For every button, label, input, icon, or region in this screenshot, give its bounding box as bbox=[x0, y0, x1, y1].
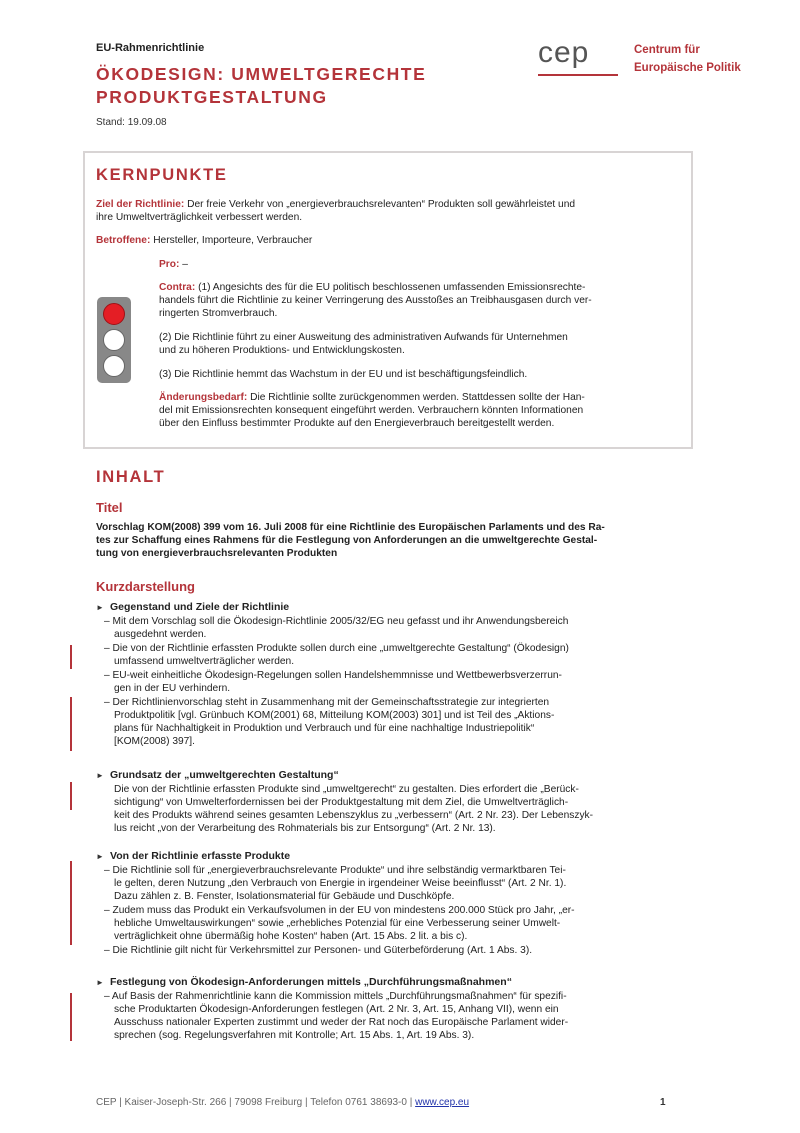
traffic-light-icon bbox=[97, 297, 131, 383]
margin-change-mark bbox=[70, 782, 72, 810]
section-3-line: – Die Richtlinie gilt nicht für Verkehrsmittel zur Personen- und Güterbeförderung (Art. 1 Abs. 3). bbox=[104, 945, 533, 956]
document-title-line-1: ÖKODESIGN: UMWELTGERECHTE bbox=[96, 64, 427, 84]
section-1-line: [KOM(2008) 397]. bbox=[114, 736, 195, 747]
aenderung-line-1: Änderungsbedarf: Die Richtlinie sollte zurückgenommen werden. Stattdessen sollte der Han- bbox=[159, 392, 585, 403]
aenderung-line-3: über den Einfluss bestimmter Produkte auf den Energieverbrauch bereitgestellt werden. bbox=[159, 418, 555, 429]
section-1-line: Produktpolitik [vgl. Grünbuch KOM(2001) 68, Mitteilung KOM(2003) 301] und ist Teil des „Aktions- bbox=[114, 710, 555, 721]
inhalt-heading: INHALT bbox=[96, 468, 166, 486]
contra-3-line: (3) Die Richtlinie hemmt das Wachstum in der EU und ist beschäftigungsfeindlich. bbox=[159, 369, 528, 380]
section-3-line: – Zudem muss das Produkt ein Verkaufsvolumen in der EU von mindestens 200.000 Stück pro Jahr, „er- bbox=[104, 905, 575, 916]
section-1-heading: ► Gegenstand und Ziele der Richtlinie bbox=[96, 601, 290, 613]
margin-change-mark bbox=[70, 645, 72, 669]
titel-line-1: Vorschlag KOM(2008) 399 vom 16. Juli 2008 für eine Richtlinie des Europäischen Parlaments und des Ra- bbox=[96, 522, 605, 533]
document-type: EU-Rahmenrichtlinie bbox=[96, 42, 205, 54]
contra-2-line-1: (2) Die Richtlinie führt zu einer Ausweitung des administrativen Aufwands für Unternehmen bbox=[159, 332, 568, 343]
ziel-line-2: ihre Umweltverträglichkeit verbessert werden. bbox=[96, 212, 303, 223]
section-1-line: umfassend umweltverträglicher werden. bbox=[114, 656, 295, 667]
logo-wordmark: cep bbox=[538, 36, 590, 69]
section-1-line: – Mit dem Vorschlag soll die Ökodesign-Richtlinie 2005/32/EG neu gefasst und ihr Anwendungsbereich bbox=[104, 616, 569, 627]
traffic-light-green-lamp bbox=[103, 355, 125, 377]
ziel-label: Ziel der Richtlinie: bbox=[96, 199, 185, 210]
section-2-line: lus reicht „von der Verarbeitung des Rohmaterials bis zur Entsorgung“ (Art. 2 Nr. 13). bbox=[114, 823, 496, 834]
titel-line-3: tung von energieverbrauchsrelevanten Produkten bbox=[96, 548, 338, 559]
section-1-line: gen in der EU verhindern. bbox=[114, 683, 231, 694]
section-2-line: sichtigung“ von Umwelterfordernissen bei der Produktgestaltung mit dem Ziel, die Umweltverträglich- bbox=[114, 797, 569, 808]
titel-line-2: tes zur Schaffung eines Rahmens für die Festlegung von Anforderungen an die umweltgerechte Gestal- bbox=[96, 535, 598, 546]
titel-heading: Titel bbox=[96, 500, 123, 515]
section-2-heading: ► Grundsatz der „umweltgerechten Gestaltung“ bbox=[96, 769, 339, 781]
section-4-line: Ausschuss nationaler Experten zustimmt und weder der Rat noch das Europäische Parlament wider- bbox=[114, 1017, 569, 1028]
cep-logo bbox=[538, 36, 778, 86]
org-name-line-2: Europäische Politik bbox=[634, 62, 741, 74]
document-date: Stand: 19.09.08 bbox=[96, 117, 167, 128]
triangle-bullet-icon: ► bbox=[96, 978, 104, 987]
footer-website-link[interactable]: www.cep.eu bbox=[415, 1097, 470, 1108]
section-3-line: Dazu zählen z. B. Fenster, Isolationsmaterial für Gebäude und Duschköpfe. bbox=[114, 891, 455, 902]
section-1-line: ausgedehnt werden. bbox=[114, 629, 207, 640]
triangle-bullet-icon: ► bbox=[96, 771, 104, 780]
section-1-line: – EU-weit einheitliche Ökodesign-Regelungen sollen Handelshemmnisse und Wettbewerbsverzerrun- bbox=[104, 670, 562, 681]
page-number: 1 bbox=[660, 1097, 666, 1108]
org-name-line-1: Centrum für bbox=[634, 44, 700, 56]
section-2-line: Die von der Richtlinie erfassten Produkte sind „umweltgerecht“ zu gestalten. Dies erfordert die „Berück- bbox=[114, 784, 579, 795]
section-4-line: sprechen (sog. Regelungsverfahren mit Kontrolle; Art. 15 Abs. 1, Art. 19 Abs. 3). bbox=[114, 1030, 475, 1041]
margin-change-mark bbox=[70, 697, 72, 751]
contra-label: Contra: bbox=[159, 282, 196, 293]
section-3-line: hebliche Umweltauswirkungen“ sowie „erhebliches Potenzial für eine Verbesserung seiner Umwelt- bbox=[114, 918, 561, 929]
contra-1-line-1: Contra: (1) Angesichts des für die EU politisch beschlossenen umfassenden Emissionsrechte- bbox=[159, 282, 586, 293]
margin-change-mark bbox=[70, 861, 72, 945]
section-2-line: keit des Produkts während seines gesamten Lebenszyklus zu „verbessern“ (Art. 2 Nr. 23). Der Lebenszyk- bbox=[114, 810, 594, 821]
aenderung-label: Änderungsbedarf: bbox=[159, 392, 248, 403]
section-4-heading: ► Festlegung von Ökodesign-Anforderungen mittels „Durchführungsmaßnahmen“ bbox=[96, 976, 512, 988]
kernpunkte-heading: KERNPUNKTE bbox=[96, 166, 228, 184]
pro-label: Pro: bbox=[159, 259, 180, 270]
aenderung-line-2: del mit Emissionsrechten konsequent eingeführt werden. Verbrauchern könnten Informationen bbox=[159, 405, 584, 416]
section-3-line: verträglichkeit ohne übermäßig hohe Kosten“ haben (Art. 15 Abs. 2 lit. a bis c). bbox=[114, 931, 468, 942]
section-3-line: le gelten, deren Nutzung „den Verbrauch von Energie in irgendeiner Weise beeinflusst“ (Art. 2 Nr. 1). bbox=[114, 878, 567, 889]
pro-line: Pro: – bbox=[159, 259, 188, 270]
section-4-line: sche Produktarten Ökodesign-Anforderungen festlegen (Art. 2 Nr. 3, Art. 15, Anhang VII), wenn ein bbox=[114, 1004, 559, 1015]
section-1-line: – Der Richtlinienvorschlag steht in Zusammenhang mit der Gemeinschaftsstrategie zur integrierten bbox=[104, 697, 550, 708]
betroffene-line: Betroffene: Hersteller, Importeure, Verbraucher bbox=[96, 235, 313, 246]
footer bbox=[96, 1097, 469, 1108]
triangle-bullet-icon: ► bbox=[96, 852, 104, 861]
contra-1-line-2: handels führt die Richtlinie zu keiner Verringerung des Ausstoßes an Treibhausgasen durch ver- bbox=[159, 295, 592, 306]
contra-2-line-2: und zu höheren Produktions- und Entwicklungskosten. bbox=[159, 345, 405, 356]
section-4-line: – Auf Basis der Rahmenrichtlinie kann die Kommission mittels „Durchführungsmaßnahmen“ für spezifi- bbox=[104, 991, 567, 1002]
traffic-light-red-lamp bbox=[103, 303, 125, 325]
section-1-line: – Die von der Richtlinie erfassten Produkte sollen durch eine „umweltgerechte Gestaltung“ (Ökodesign) bbox=[104, 643, 569, 654]
ziel-line-1: Ziel der Richtlinie: Der freie Verkehr von „energieverbrauchsrelevanten“ Produkten soll gewährleistet und bbox=[96, 199, 576, 210]
triangle-bullet-icon: ► bbox=[96, 603, 104, 612]
section-3-line: – Die Richtlinie soll für „energieverbrauchsrelevante Produkte“ und ihre selbständig vermarktbaren Tei- bbox=[104, 865, 566, 876]
margin-change-mark bbox=[70, 993, 72, 1041]
section-1-line: plans für Nachhaltigkeit in Produktion und Verbrauch und für eine nachhaltige Industriepolitik“ bbox=[114, 723, 535, 734]
betroffene-label: Betroffene: bbox=[96, 235, 151, 246]
contra-1-line-3: ringerten Stromverbrauch. bbox=[159, 308, 278, 319]
kurzdarstellung-heading: Kurzdarstellung bbox=[96, 579, 195, 594]
section-3-heading: ► Von der Richtlinie erfasste Produkte bbox=[96, 850, 291, 862]
footer-address: CEP | Kaiser-Joseph-Str. 266 | 79098 Freiburg | Telefon 0761 38693-0 | bbox=[96, 1097, 416, 1108]
document-title-line-2: PRODUKTGESTALTUNG bbox=[96, 87, 328, 107]
logo-underline bbox=[538, 74, 618, 76]
traffic-light-yellow-lamp bbox=[103, 329, 125, 351]
